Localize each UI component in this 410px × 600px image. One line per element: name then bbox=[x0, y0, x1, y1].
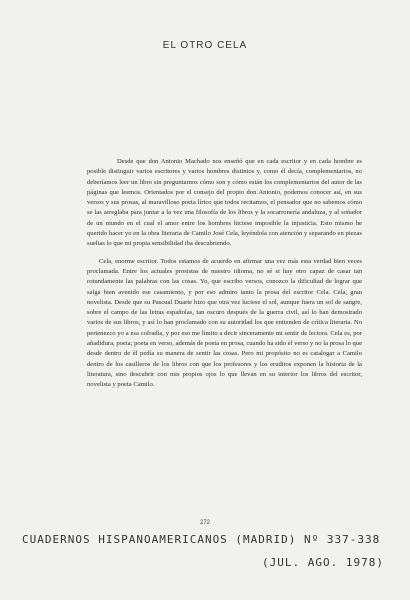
page-number: 272 bbox=[199, 520, 210, 526]
handwritten-date: (JUL. AGO. 1978) bbox=[262, 556, 384, 569]
page-title: EL OTRO CELA bbox=[162, 40, 248, 51]
article-body bbox=[87, 157, 362, 398]
paragraph-1: Desde que don Antonio Machado nos enseñó que en cada escritor y en cada hombre es posible distinguir varios escritores y varios hombres distintos y, como él decía, complementarios, no deberíamos leer un libro sin preguntarnos cómo son y cómo están los complementarios del autor de las páginas que leemos. Orientados por el consejo del propio don Antonio, podemos conocer así, en sus versos y sus prosas, al maravilloso poeta lírico que todos recitamos, el pensador que no sabemos cómo se las arreglaba para juntar a la vez una filosofía de los libros y la socarronería andaluza, y al soñador de un mundo en el cual el amor entre los hombres hiciese imposible la injusticia. Esto mismo he querido hacer yo en la obra literaria de Camilo José Cela, leyéndola con atención y separando en piezas sueltas lo que mi propia sensibilidad iba descubriendo. bbox=[87, 158, 362, 248]
handwritten-citation: CUADERNOS HISPANOAMERICANOS (MADRID) Nº 337-338 bbox=[22, 533, 381, 546]
paragraph-2: Cela, enorme escritor. Todos estamos de acuerdo en afirmar una vez más esta verdad bien veces proclamada. Entre los actuales prosistas de nuestro idioma, no sé si hay otro capaz de casar tan rotundamente las palabras con las cosas. Yo, que escribo versos, conozco la dificultad de lograr que salga bien avenido ese casamiento, y por eso admiro tanto la prosa del escritor Cela. Cela, gran novelista. Desde que su Pascual Duarte hizo que otra vez luciese el sol, aunque fuera un sol de sangre, sobre el campo de las letras españolas, tan oscuro después de la guerra civil, así lo han demostrado varios de sus libros, y así lo han proclamado con su autoridad los que entienden de crítica literaria. No pertenezco yo a esa cofradía, y por eso me limito a decir sinceramente mi sentir de lectora. Cela es, por añadidura, poeta; poeta en verso, además de poeta en prosa, cuando ha sido el verso y no la prosa lo que desde dentro de él pedía su manera de sentir las cosas. Pero mi propósito no es catalogar a Camilo dentro de los casilleros de los libros con que los profesores y los eruditos exponen la historia de la literatura, sino descubrir con mis propios ojos lo que llevan en su interior los libros del escritor, novelista y poeta Camilo. bbox=[87, 257, 362, 389]
